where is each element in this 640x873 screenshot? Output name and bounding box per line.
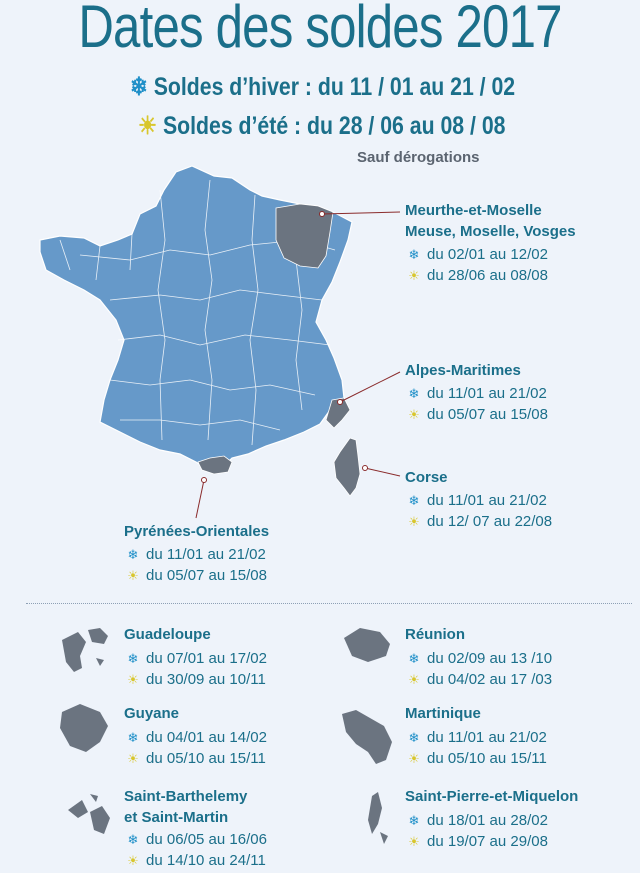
summer-dates: du 05/07 au 15/08 (146, 567, 267, 584)
sun-icon: ☀ (408, 268, 420, 283)
summer-dates: du 05/10 au 15/11 (146, 750, 266, 767)
territory-name: Guyane (124, 705, 180, 722)
winter-dates: du 04/01 au 14/02 (146, 729, 267, 746)
summer-dates: du 05/07 au 15/08 (427, 406, 548, 423)
sun-icon: ☀ (408, 514, 420, 529)
region-name: Alpes-Maritimes (405, 362, 521, 379)
sun-icon: ☀ (127, 751, 139, 766)
saint-barthelemy-saint-martin-islands-icon (68, 794, 110, 834)
snowflake-icon: ❄ (408, 730, 420, 745)
summer-sales-label: Soldes d’été : du 28 / 06 au 08 / 08 (162, 112, 506, 140)
region-name: Pyrénées-Orientales (124, 523, 270, 540)
reunion-island-icon (344, 628, 390, 662)
territory-name: Saint-Pierre-et-Miquelon (405, 788, 579, 805)
saint-pierre-miquelon-islands-icon (368, 792, 388, 844)
summer-dates: du 28/06 au 08/08 (427, 267, 548, 284)
region-name: Meurthe-et-Moselle Meuse, Moselle, Vosges (405, 202, 576, 240)
summer-dates: du 14/10 au 24/11 (146, 852, 266, 869)
summer-dates: du 12/ 07 au 22/08 (427, 513, 553, 530)
winter-dates: du 11/01 au 21/02 (427, 492, 547, 509)
snowflake-icon: ❄ (130, 73, 148, 101)
snowflake-icon: ❄ (408, 386, 420, 401)
winter-dates: du 02/09 au 13 /10 (427, 650, 553, 667)
sun-icon: ☀ (408, 834, 420, 849)
territory-name: Guadeloupe (124, 626, 211, 643)
territory-martinique (405, 703, 547, 769)
winter-dates: du 11/01 au 21/02 (427, 385, 547, 402)
snowflake-icon: ❄ (127, 651, 139, 666)
summer-dates: du 30/09 au 10/11 (146, 671, 266, 688)
winter-dates: du 18/01 au 28/02 (427, 812, 548, 829)
snowflake-icon: ❄ (408, 493, 420, 508)
region-meurthe-moselle (405, 200, 576, 286)
exceptions-note: Sauf dérogations (357, 149, 480, 166)
snowflake-icon: ❄ (408, 651, 420, 666)
snowflake-icon: ❄ (127, 832, 139, 847)
region-corse (405, 467, 552, 532)
winter-sales-label: Soldes d’hiver : du 11 / 01 au 21 / 02 (153, 73, 516, 101)
section-divider (26, 603, 632, 604)
territory-reunion (405, 624, 552, 690)
winter-dates: du 07/01 au 17/02 (146, 650, 267, 667)
sun-icon: ☀ (408, 751, 420, 766)
territory-guyane (124, 703, 267, 769)
winter-dates: du 11/01 au 21/02 (427, 729, 547, 746)
territory-name: Martinique (405, 705, 481, 722)
snowflake-icon: ❄ (127, 547, 139, 562)
sun-icon: ☀ (127, 672, 139, 687)
sun-icon: ☀ (127, 853, 139, 868)
territory-name: Réunion (405, 626, 465, 643)
summer-dates: du 05/10 au 15/11 (427, 750, 547, 767)
guadeloupe-island-icon (62, 628, 108, 672)
summer-dates: du 19/07 au 29/08 (427, 833, 548, 850)
winter-dates: du 02/01 au 12/02 (427, 246, 548, 263)
guyane-territory-icon (60, 704, 108, 752)
snowflake-icon: ❄ (408, 247, 420, 262)
snowflake-icon: ❄ (408, 813, 420, 828)
winter-dates: du 06/05 au 16/06 (146, 831, 267, 848)
sun-icon: ☀ (408, 407, 420, 422)
snowflake-icon: ❄ (127, 730, 139, 745)
sun-icon: ☀ (127, 568, 139, 583)
region-name: Corse (405, 469, 448, 486)
sun-icon: ☀ (408, 672, 420, 687)
page-title: Dates des soldes 2017 (78, 0, 562, 60)
territory-guadeloupe (124, 624, 267, 690)
territory-saint-barthelemy-saint-martin (124, 786, 267, 871)
corse-shape (334, 438, 360, 496)
winter-dates: du 11/01 au 21/02 (146, 546, 266, 563)
region-alpes-maritimes (405, 360, 548, 425)
summer-dates: du 04/02 au 17 /03 (427, 671, 553, 688)
sun-icon: ☀ (138, 112, 158, 140)
territory-saint-pierre-miquelon (405, 786, 578, 852)
martinique-island-icon (342, 710, 392, 764)
region-pyrenees-orientales (124, 521, 269, 586)
territory-name: Saint-Barthelemy et Saint-Martin (124, 788, 248, 826)
